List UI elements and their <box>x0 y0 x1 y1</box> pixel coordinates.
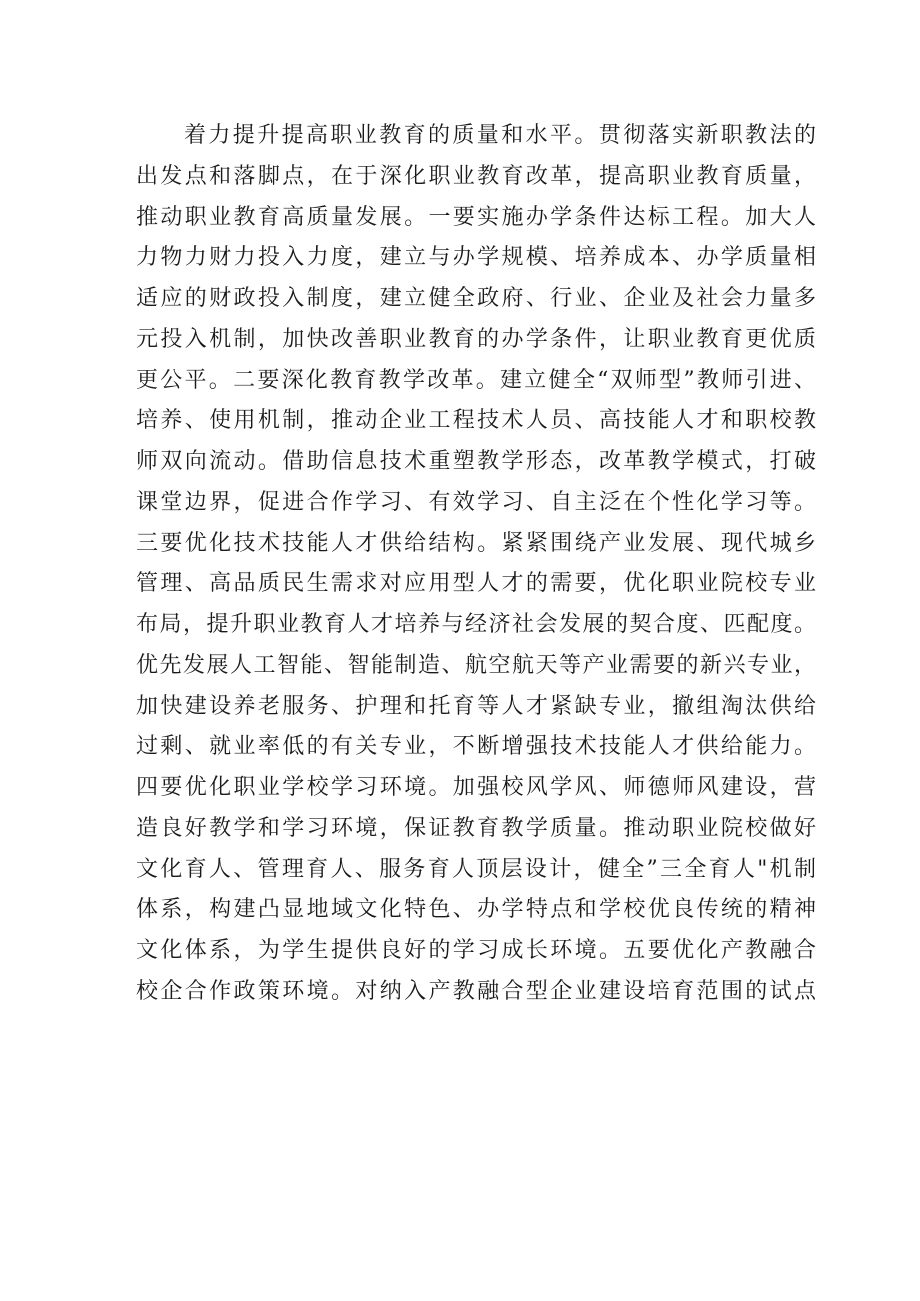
text-line: 课堂边界，促进合作学习、有效学习、自主泛在个性化学习等。 <box>136 489 816 515</box>
text-line: 四要优化职业学校学习环境。加强校风学风、师德师风建设，营 <box>136 775 816 800</box>
text-line: 管理、高品质民生需求对应用型人才的需要，优化职业院校专业 <box>136 571 816 597</box>
text-line: 元投入机制，加快改善职业教育的办学条件，让职业教育更优质 <box>136 326 816 352</box>
text-line: 更公平。二要深化教育教学改革。建立健全“双师型”教师引进、 <box>136 367 816 393</box>
body-paragraph <box>136 116 816 1013</box>
text-line: 推动职业教育高质量发展。一要实施办学条件达标工程。加大人 <box>136 204 816 230</box>
text-line: 适应的财政投入制度，建立健全政府、行业、企业及社会力量多 <box>136 286 816 311</box>
text-line: 三要优化技术技能人才供给结构。紧紧围绕产业发展、现代城乡 <box>136 530 816 556</box>
text-line: 优先发展人工智能、智能制造、航空航天等产业需要的新兴专业， <box>136 652 816 678</box>
text-line: 力物力财力投入力度，建立与办学规模、培养成本、办学质量相 <box>136 245 816 271</box>
text-line: 文化体系，为学生提供良好的学习成长环境。五要优化产教融合 <box>136 938 816 963</box>
text-line: 着力提升提高职业教育的质量和水平。贯彻落实新职教法的 <box>184 123 816 148</box>
text-line: 出发点和落脚点，在于深化职业教育改革，提高职业教育质量， <box>136 163 816 189</box>
text-line: 培养、使用机制，推动企业工程技术人员、高技能人才和职校教 <box>136 408 816 434</box>
text-line: 布局，提升职业教育人才培养与经济社会发展的契合度、匹配度。 <box>136 612 816 637</box>
text-line: 师双向流动。借助信息技术重塑教学形态，改革教学模式，打破 <box>136 449 816 474</box>
text-line: 过剩、就业率低的有关专业，不断增强技术技能人才供给能力。 <box>136 734 816 760</box>
text-line: 造良好教学和学习环境，保证教育教学质量。推动职业院校做好 <box>136 815 816 841</box>
text-line: 加快建设养老服务、护理和托育等人才紧缺专业，撤组淘汰供给 <box>136 693 816 719</box>
text-line: 校企合作政策环境。对纳入产教融合型企业建设培育范围的试点 <box>136 978 816 1004</box>
text-line: 体系，构建凸显地域文化特色、办学特点和学校优良传统的精神 <box>136 897 816 923</box>
text-line: 文化育人、管理育人、服务育人顶层设计，健全”三全育人"机制 <box>136 856 816 882</box>
